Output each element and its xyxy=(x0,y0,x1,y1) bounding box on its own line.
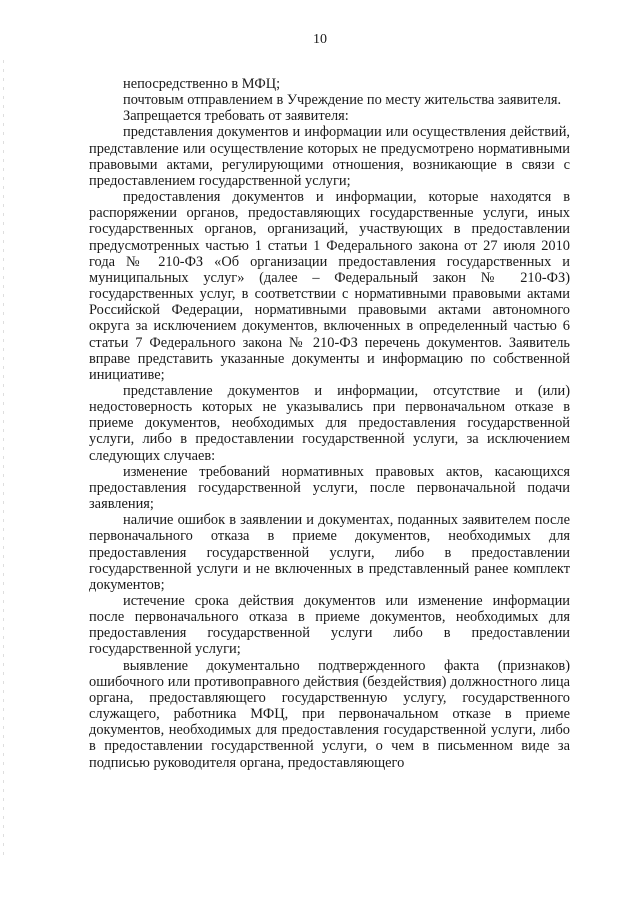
paragraph: почтовым отправлением в Учреждение по месту жительства заявителя. xyxy=(123,92,562,109)
paragraph: наличие ошибок в заявлении и документах, поданных заявителем после первоначального отказа в приеме документов, необходимых для предоставления государственной услуги, либо в предоставлении государственной услуги и не включенных в представленный ранее комплект документов; xyxy=(89,512,570,593)
paragraph: выявление документально подтвержденного факта (признаков) ошибочного или противоправного действия (бездействия) должностного лица органа, предоставляющего государственную услугу, государственного служащего, работника МФЦ, при первоначальном отказе в приеме документов, необходимых для предоставления государственной услуги, либо в предоставлении государственной услуги, о чем в письменном виде за подписью руководителя органа, предоставляющего xyxy=(89,657,570,771)
paragraph: непосредственно в МФЦ; xyxy=(123,76,281,92)
scan-edge-artifact xyxy=(3,60,4,860)
paragraph: представление документов и информации, отсутствие и (или) недостоверность которых не указывались при первоначальном отказе в приеме документов, необходимых для предоставления государственной услуги, либо в предоставлении государственной услуги, за исключением следующих случаев: xyxy=(89,382,570,464)
body-text xyxy=(89,76,570,771)
page-number: 10 xyxy=(313,32,327,47)
paragraph: истечение срока действия документов или изменение информации после первоначального отказа в приеме документов, необходимых для предоставления государственной услуги либо в предоставлении государственной услуги; xyxy=(89,593,570,658)
paragraph: Запрещается требовать от заявителя: xyxy=(123,108,349,125)
paragraph: предоставления документов и информации, которые находятся в распоряжении органов, предоставляющих государственные услуги, иных государственных органов, организаций, участвующих в предоставлении предусмотренных частью 1 статьи 1 Федерального закона от 27 июля 2010 года № 210-ФЗ «Об организации предоставления государственных и муниципальных услуг» (далее – Федеральный закон № 210-ФЗ) государственных услуг, в соответствии с нормативными правовыми актами Российской Федерации, нормативными правовыми актами автономного округа за исключением документов, включенных в определенный частью 6 статьи 7 Федерального закона № 210-ФЗ перечень документов. Заявитель вправе представить указанные документы и информацию по собственной инициативе; xyxy=(89,189,570,383)
paragraph: изменение требований нормативных правовых актов, касающихся предоставления государственной услуги, после первоначальной подачи заявления; xyxy=(89,463,570,513)
paragraph: представления документов и информации или осуществления действий, представление или осуществление которых не предусмотрено нормативными правовыми актами, регулирующими отношения, возникающие в связи с предоставлением государственной услуги; xyxy=(89,124,570,189)
